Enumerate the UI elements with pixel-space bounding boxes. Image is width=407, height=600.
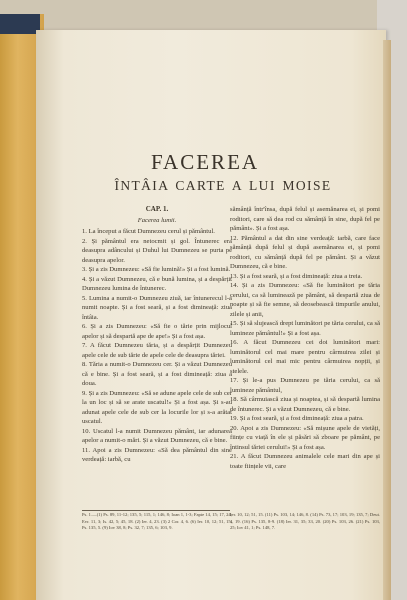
verse: 7. A făcut Dumnezeu tăria, și a despărțit Dumnezeu apele cele de sub tărie de apele cele de deasupra tăriei. xyxy=(82,342,232,359)
text-column-left xyxy=(82,205,232,465)
book-cover-top xyxy=(0,14,40,34)
verse: 3. Și a zis Dumnezeu: «Să fie lumină!» Și a fost lumină. xyxy=(82,266,231,273)
verse: 16. A făcut Dumnezeu cei doi luminători mari: luminătorul cel mai mare pentru cârmuirea zilei și luminătorul cel mai mic pentru cârmuirea nopții, și stelele. xyxy=(230,339,380,375)
verse: 21. A făcut Dumnezeu animalele cele mari din ape și toate ființele vii, care xyxy=(230,453,380,470)
footnotes-right: Ier. 10, 12; 51, 15. (11) Ps. 103, 14; 146, 8. (14) Ps. 73, 17; 103, 19; 135, 7; Deut. 4, 19. (16) Ps. 135, 8-9. (18) Ier. 31, 35; 33, 20. (20) Ps. 103, 26. (21) Ps. 103, 25; Iov 41, 1; Ps. 148, 7. xyxy=(230,512,380,531)
verse: 9. Și a zis Dumnezeu: «Să se adune apele cele de sub cer la un loc și să se arate uscatul!» Și a fost așa. Și s-au adunat apele cele de sub cer la locurile lor și s-a arătat uscatul. xyxy=(82,389,232,425)
verse: 12. Pământul a dat din sine verdeață: iarbă, care face sămânță după felul și după asemănarea ei, și pomi roditori, cu sămânță după fel pe pământ. Și a văzut Dumnezeu, că e bine. xyxy=(230,234,380,270)
chapter-subheading: Facerea lumii. xyxy=(137,216,177,224)
verse: 18. Să cârmuiască ziua și noaptea, și să despartă lumina de întunerec. Și a văzut Dumnezeu, că e bine. xyxy=(230,396,380,413)
verse: 17. Și le-a pus Dumnezeu pe tăria cerului, ca să lumineze pământul, xyxy=(230,377,380,394)
verse: 5. Lumina a numit-o Dumnezeu ziuă, iar întunerecul l-a numit noapte. Și a fost seară, și a fost dimineață: ziua întâia. xyxy=(82,294,232,321)
verse: sămânță într'însa, după felul și asemănarea ei, și pomi roditori, care să dea rod cu sămânță în sine, după fel pe pământ». Și a fost așa. xyxy=(230,206,380,232)
chapter-heading: CAP. 1. xyxy=(145,205,169,213)
verse: 13. Și a fost seară, și a fost dimineață: ziua a treia. xyxy=(230,272,363,280)
verse: 4. Și a văzut Dumnezeu, că e bună lumina, și a despărțit Dumnezeu lumina de întunerec. xyxy=(82,275,232,292)
book-subtitle: ÎNTÂIA CARTE A LUI MOISE xyxy=(114,178,332,193)
verse: 20. Apoi a zis Dumnezeu: «Să mișune apele de vietăți, ființe cu viață în ele și păsări să zboare pe pământ, pe întinsul tăriei cerului!» Și a fost așa. xyxy=(230,424,380,451)
verse: 15. Și să slujească drept luminători pe tăria cerului, ca să lumineze pământul!» Și a fost așa. xyxy=(230,320,380,337)
verse: 11. Apoi a zis Dumnezeu: «Să dea pământul din sine verdeață: iarbă, cu xyxy=(82,446,232,463)
book-title: FACEREA xyxy=(150,150,260,174)
verse: 6. Și a zis Dumnezeu: «Să fie o tărie prin mijlocul apelor și să despartă ape de ape!» Și a fost așa. xyxy=(82,323,232,340)
text-column-right xyxy=(230,205,380,471)
verse: 14. Și a zis Dumnezeu: «Să fie luminători pe tăria cerului, ca să luminează pe pământ, să despartă ziua de noapte și să fie semne, să deosebească timpurile anului, zilele și anii, xyxy=(230,282,380,318)
verse: 19. Și a fost seară, și a fost dimineață: ziua a patra. xyxy=(230,415,364,422)
footnote-divider xyxy=(82,510,230,511)
verse: 2. Și pământul era netocmit și gol. Întunerec era deasupra adâncului și Duhul lui Dumnezeu se purta pe deasupra apelor. xyxy=(82,237,232,264)
footnotes-left: Ps. 1.—(1) Ps. 89, 11-12; 135, 5; 115, 1; 146, 8; Ioan 1, 1-3; Fapte 14, 15; 17, 24; Evr. 11, 3; Is. 42, 5; 45, 18. (2) Ier. 4, 23. (3) 2 Cor. 4, 6. (6) Ier. 10, 12; 51, 15; Ps. 135, 5. (9) Iov 38, 8; Ps. 32, 7; 135, 6; 103, 9. xyxy=(82,512,232,531)
verse: 8. Tăria a numit-o Dumnezeu cer. Și a văzut Dumnezeu că e bine. Și a fost seară, și a fost dimineață: ziua a doua. xyxy=(82,361,232,387)
page-edges xyxy=(383,40,391,600)
verse: 1. La început a făcut Dumnezeu cerul și pământul. xyxy=(82,228,215,235)
verse: 10. Uscatul l-a numit Dumnezeu pământ, iar adunarea apelor a numit-o mări. Și a văzut Dumnezeu, că e bine. xyxy=(82,427,232,444)
